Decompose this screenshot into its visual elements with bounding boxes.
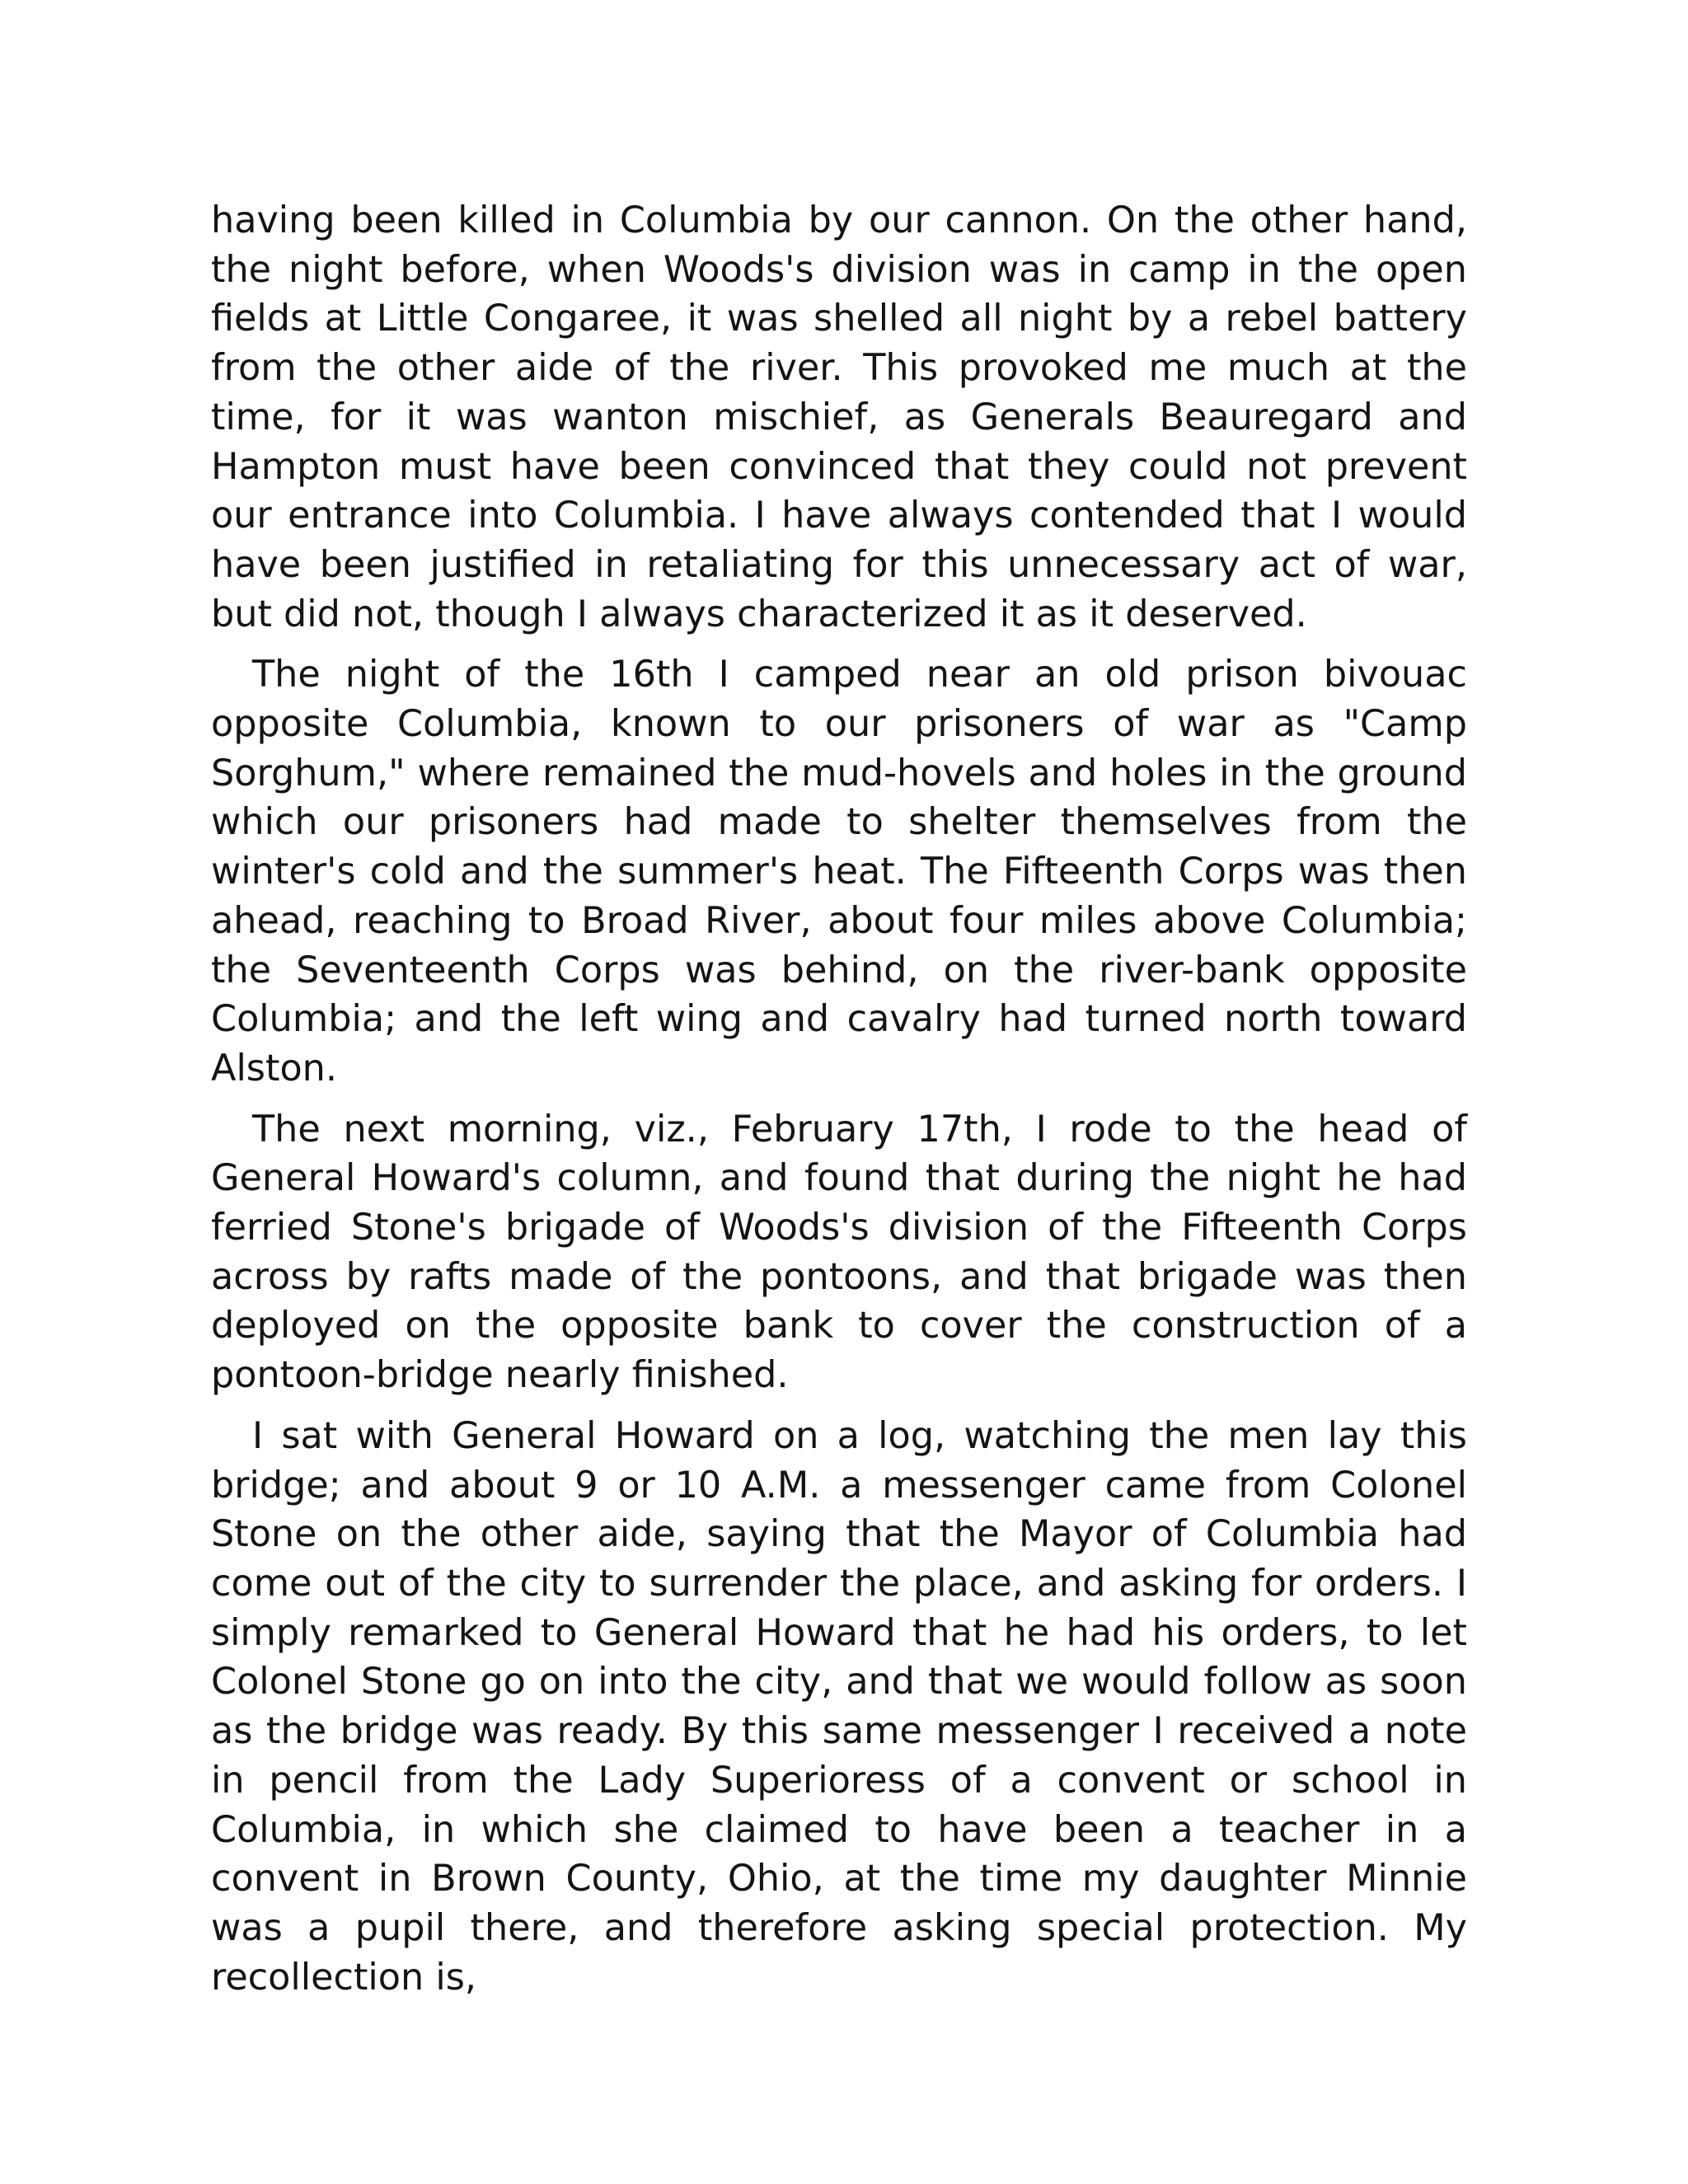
paragraph-camp-sorghum: The night of the 16th I camped near an old prison bivouac opposite Columbia, known to our prisoners of war as "Camp Sorghum," where remained the mud-hovels and holes in the ground which our prisoners had made to shelter themselves from the winter's cold and the summer's heat. The Fifteenth Corps was then ahead, reaching to Broad River, about four miles above Columbia; the Seventeenth Corps was behind, on the river-bank opposite Columbia; and the left wing and cavalry had turned north toward Alston. (211, 654, 1467, 1090)
paragraph-february-17th: The next morning, viz., February 17th, I rode to the head of General Howard's column, and found that during the night he had ferried Stone's brigade of Woods's division of the Fifteenth Corps across by rafts made of the pontoons, and that brigade was then deployed on the opposite bank to cover the construction of a pontoon-bridge nearly finished. (211, 1108, 1467, 1397)
paragraph-continuation: having been killed in Columbia by our cannon. On the other hand, the night before, when Woods's division was in camp in the open fields at Little Congaree, it was shelled all night by a rebel battery from the other aide of the river. This provoked me much at the time, for it was wanton mischief, as Generals Beauregard and Hampton must have been convinced that they could not prevent our entrance into Columbia. I have always contended that I would have been justified in retaliating for this unnecessary act of war, but did not, though I always characterized it as it deserved. (211, 199, 1467, 635)
paragraph-general-howard: I sat with General Howard on a log, watching the men lay this bridge; and about 9 or 10 A.M. a messenger came from Colonel Stone on the other aide, saying that the Mayor of Columbia had come out of the city to surrender the place, and asking for orders. I simply remarked to General Howard that he had his orders, to let Colonel Stone go on into the city, and that we would follow as soon as the bridge was ready. By this same messenger I received a note in pencil from the Lady Superioress of a convent or school in Columbia, in which she claimed to have been a teacher in a convent in Brown County, Ohio, at the time my daughter Minnie was a pupil there, and therefore asking special protection. My recollection is, (211, 1414, 1467, 1999)
document-page (211, 196, 1467, 2013)
